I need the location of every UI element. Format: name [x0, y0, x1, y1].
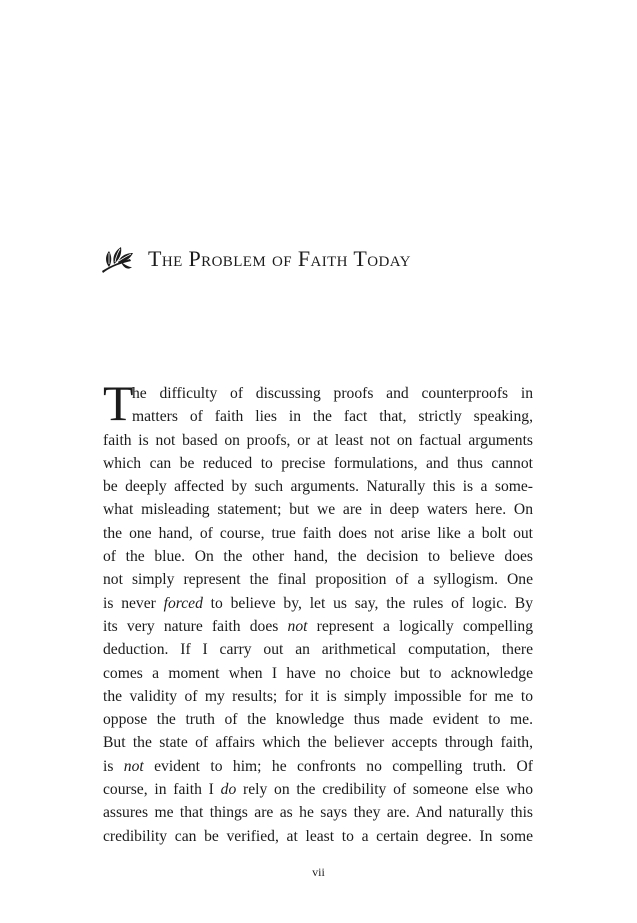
text-line: be deeply affected by such arguments. Naturally this is a some-	[103, 478, 533, 496]
text-line: course, in faith I do rely on the credibility of someone else who	[103, 781, 534, 799]
text-line: its very nature faith does not represent a logically compelling	[103, 617, 533, 635]
text-line: oppose the truth of the knowledge thus made evident to me.	[103, 711, 533, 729]
text-line: which can be reduced to precise formulations, and thus cannot	[103, 454, 533, 472]
text-line: is not evident to him; he confronts no compelling truth. Of	[103, 757, 533, 775]
chapter-heading	[100, 245, 411, 273]
text-line: comes a moment when I have no choice but to acknowledge	[103, 664, 533, 682]
text-line: But the state of affairs which the believer accepts through faith,	[103, 734, 533, 752]
text-line: credibility can be verified, at least to a certain degree. In some	[103, 827, 533, 845]
text-line: is never forced to believe by, let us say, the rules of logic. By	[103, 594, 534, 612]
text-line: faith is not based on proofs, or at least not on factual arguments	[103, 431, 533, 449]
text-line: of the blue. On the other hand, the decision to believe does	[103, 548, 533, 566]
chapter-title: The Problem of Faith Today	[148, 246, 411, 271]
drop-cap: T	[103, 375, 134, 431]
text-line: the validity of my results; for it is simply impossible for me to	[103, 687, 533, 705]
page-number: vii	[312, 865, 325, 879]
text-line: matters of faith lies in the fact that, strictly speaking,	[132, 408, 533, 426]
text-line: assures me that things are as he says they are. And naturally this	[103, 804, 533, 822]
drop-cap-block	[103, 375, 533, 431]
text-line: not simply represent the final proposition of a syllogism. One	[103, 571, 533, 589]
text-line: deduction. If I carry out an arithmetical computation, there	[103, 641, 533, 659]
text-line: the one hand, of course, true faith does not arise like a bolt out	[103, 524, 533, 542]
body-paragraph	[103, 375, 534, 848]
text-line: what misleading statement; but we are in deep waters here. On	[103, 501, 533, 519]
text-line: he difficulty of discussing proofs and counterproofs in	[132, 385, 533, 402]
fleuron-leaf-icon	[100, 245, 134, 273]
